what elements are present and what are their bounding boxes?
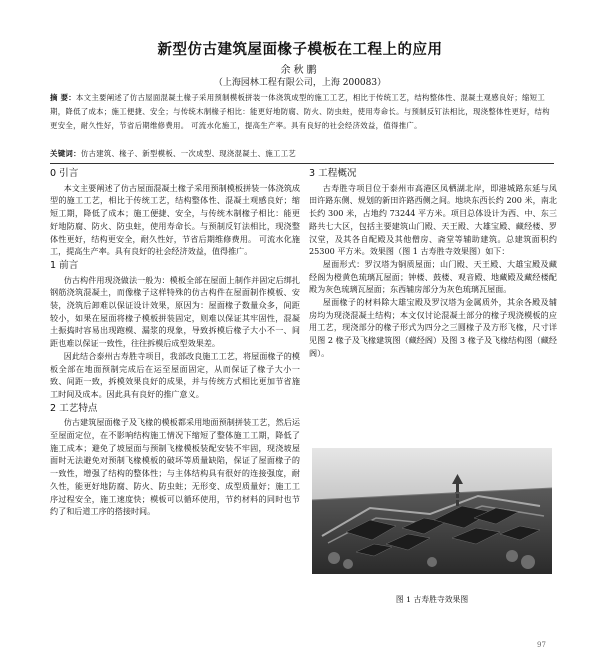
- temple-rendering-image: [312, 448, 552, 574]
- paragraph: 本文主要阐述了仿古屋面混凝土椽子采用预制模板拼装一体浇筑成型的施工工艺，相比于传统工艺，结构整体性、混凝土观感良好；缩短工期，降低了成本；施工便捷、安全，与传统木制椽子相比：能更好地防腐、防火、防虫蛀，使用寿命长。与预制反钉法相比，现浇整体性更好，结构更安全，耐久性好，节省后期维修费用。 可流水化施工，提高生产率。具有良好的社会经济效益，值得推广。: [50, 182, 300, 257]
- header-divider: [50, 163, 554, 164]
- author-affiliation: （上海园林工程有限公司，上海 200083）: [213, 78, 387, 88]
- paper-title: 新型仿古建筑屋面椽子模板在工程上的应用: [157, 42, 443, 58]
- section-heading-project-overview: 3 工程概况: [309, 168, 357, 179]
- section-heading-preface: 1 前言: [50, 259, 79, 271]
- abstract-text: 本文主要阐述了仿古屋面混凝土椽子采用预制模板拼装一体浇筑成型的施工工艺，相比于传统工艺，结构整体性、混凝土观感良好；缩短工期，降低了成本；施工便捷、安全；与传统木制椽子相比：能更好地防腐、防火、防虫蛀，使用寿命长。与预制反钉法相比，现浇整体性更好，结构更安全，耐久性好，节省后期维修费用。 可流水化施工，提高生产率。具有良好的社会经济效益，值得推广。: [50, 93, 550, 131]
- figure-temple-rendering: [312, 448, 552, 574]
- figure-caption: 图 1 古寿胜寺效果图: [395, 595, 469, 604]
- paragraph: 因此结合泰州古寿胜寺项目，我部改良施工工艺，将屋面椽子的模板全部在地面预制完成后在运至屋面固定，从而保证了椽子大小一致、间距一致，拆模效果良好的成果，并与传统方式相比更加节省施工时间及成本。因此具有良好的推广意义。: [50, 350, 300, 399]
- keywords-label: 关键词：: [50, 149, 81, 158]
- paragraph: 仿古建筑屋面椽子及飞椽的模板都采用地面预制拼装工艺，然后运至屋面定位，在不影响结构施工情况下缩短了整体施工工期，降低了施工成本；避免了坡屋面与预制飞椽模板装配安装不牢固，现浇坡屋面时无法避免对预制飞椽模板的破坏等质量缺陷，保证了屋面椽子的一致性，增强了结构的整体性；与主体结构具有很好的连接强度，耐久性，能更好地防腐、防火、防虫蛀；无形变、成型质量好；施工工序过程安全，施工速度快；模板可以循环使用，节约材料的同时也节约了和后道工序的搭接时间。: [50, 417, 300, 517]
- paragraph: 屋面椽子的材料除大雄宝殿及罗汉塔为金属质外，其余各殿及辅房均为现浇混凝土结构；本文仅讨论混凝土部分的椽子现浇模板的应用工艺，现浇部分的椽子形式为四分之三圆椽子及方形飞椽，尺寸详见图 2 椽子及飞椽建筑图（藏经阁）及图 3 椽子及飞椽结构图（藏经阁）。: [309, 297, 557, 358]
- section-heading-introduction: 0 引言: [50, 168, 79, 179]
- left-column: [50, 166, 300, 518]
- abstract: [50, 91, 554, 134]
- page-number: 97: [537, 641, 546, 649]
- paragraph: 仿古构件用现浇做法一般为：模板全部在屋面上制作并固定后绑扎钢筋浇筑混凝土，而像椽子这样特殊的仿古构件在屋面制作模板、安装，浇筑后卸难以保证设计效果，原因为：屋面椽子数量众多，间距较小，如果在屋面将椽子模板拼装固定，则难以保证其牢固性，混凝土振捣时容易出现跑模、漏浆的现象，导致拆模后椽子大小不一、间距也难以保证一致性，往往拆模后成型效果差。: [50, 274, 300, 349]
- keywords: [50, 147, 554, 160]
- keywords-text: 仿古建筑、椽子、新型模板、一次成型、现浇混凝土、施工工艺: [80, 149, 297, 158]
- paragraph: 屋面形式：罗汉塔为铜质屋面；山门殿、天王殿、大雄宝殿及藏经阁为橙黄色琉璃瓦屋面；钟楼、鼓楼、观音殿、地藏殿及藏经楼配殿为灰色琉璃瓦屋面；东西辅房部分为灰色琉璃瓦屋面。: [309, 258, 557, 295]
- right-column: [309, 166, 557, 360]
- paragraph: 古寿胜寺项目位于泰州市高港区凤栖湖北岸，即港城路东延与凤田许路东侧、规划的新田许路西侧之间。地块东西长约 200 米，南北长约 300 米，占地约 73244 平方米。项目总体设计为西、中、东三路共七大区，包括主要建筑山门殿、天王殿、大雄宝殿、藏经楼、罗汉堂，及其各自配殿及其他僧房、斋堂等辅助建筑。总建筑面积约 25300 平方米。效果图（图 1 古寿胜寺效果图）如下：: [309, 182, 557, 257]
- author-name: 余秋鹏: [280, 65, 320, 76]
- abstract-label: 摘 要：: [50, 93, 76, 102]
- section-heading-process-features: 2 工艺特点: [50, 402, 98, 414]
